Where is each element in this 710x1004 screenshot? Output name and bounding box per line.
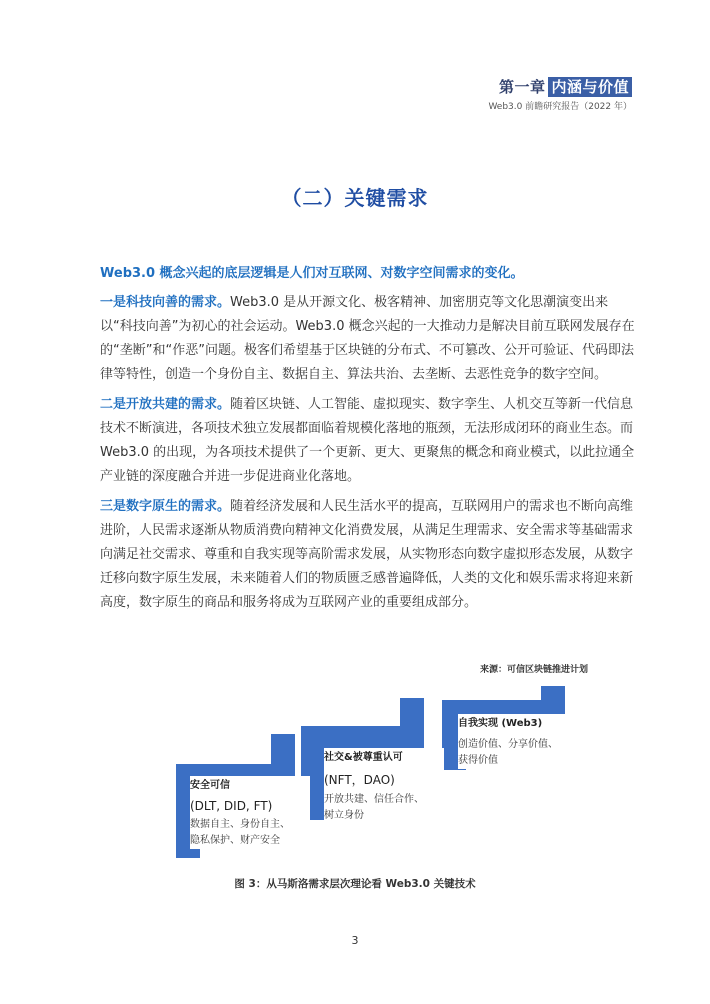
step-1-title: 安全可信 <box>190 780 230 791</box>
section-title: （二）关键需求 <box>281 186 429 210</box>
chapter-highlight: 内涵与价值 <box>548 77 632 97</box>
step-3-desc-line-2: 获得价值 <box>458 755 498 766</box>
step-1-desc-line-1: 数据自主、身份自主、 <box>190 819 290 830</box>
step-2-tech: (NFT，DAO) <box>324 773 395 787</box>
paragraph-2-heading: 二是开放共建的需求。 <box>100 397 231 412</box>
page-number: 3 <box>351 934 359 947</box>
step-3-box <box>458 714 588 769</box>
paragraph-2-text: 随着区块链、人工智能、虚拟现实、数字孪生、人机交互等新一代信息技术不断演进，各项技术独立发展都面临着规模化落地的瓶颈，无法形成闭环的商业生态。而Web3.0 的出现，为各项技术提供了一个更新、更大、更聚焦的概念和商业模式，以此拉通全产业链的深度融合并进一步促进商业化落地。 <box>100 397 635 484</box>
step-2-title: 社交&被尊重认可 <box>324 752 403 763</box>
step-2-box <box>324 748 444 824</box>
step-1-desc <box>190 817 310 849</box>
lead-sentence: Web3.0 概念兴起的底层逻辑是人们对互联网、对数字空间需求的变化。 <box>100 266 524 281</box>
report-subtitle: Web3.0 前瞻研究报告（2022 年） <box>488 102 632 112</box>
paragraph-3-heading: 三是数字原生的需求。 <box>100 499 231 514</box>
figure-caption: 图 3：从马斯洛需求层次理论看 Web3.0 关键技术 <box>234 878 476 890</box>
step-3-desc <box>458 737 588 769</box>
figure-source: 来源：可信区块链推进计划 <box>479 665 588 675</box>
paragraph-3-text: 随着经济发展和人民生活水平的提高，互联网用户的需求也不断向高维进阶，人民需求逐渐从物质消费向精神文化消费发展，从满足生理需求、安全需求等基础需求向满足社交需求、尊重和自我实现等高阶需求发展，从实物形态向数字虚拟形态发展，从数字迁移向数字原生发展，未来随着人们的物质匮乏感普遍降低，人类的文化和娱乐需求将迎来新高度，数字原生的商品和服务将成为互联网产业的重要组成部分。 <box>100 499 634 610</box>
step-3-title: 自我实现 (Web3) <box>458 718 543 729</box>
step-2-desc <box>324 792 444 824</box>
step-1-desc-line-2: 隐私保护、财产安全 <box>190 835 280 846</box>
step-2-desc-line-1: 开放共建、信任合作、 <box>324 794 424 805</box>
step-3-desc-line-1: 创造价值、分享价值、 <box>458 739 558 750</box>
paragraph-1-text: Web3.0 是从开源文化、极客精神、加密朋克等文化思潮演变出来以“科技向善”为初心的社会运动。Web3.0 概念兴起的一大推动力是解决目前互联网发展存在的“垄断”和“作恶”问题。极客们希望基于区块链的分布式、不可篡改、公开可验证、代码即法律等特性，创造一个身份自主、数据自主、算法共治、去垄断、去恶性竞争的数字空间。 <box>100 295 635 382</box>
step-1-tech: (DLT, DID, FT) <box>190 799 273 813</box>
step-1-box <box>190 776 310 849</box>
step-2-desc-line-2: 树立身份 <box>324 810 364 821</box>
paragraph-1-heading: 一是科技向善的需求。 <box>100 295 231 310</box>
chapter-label: 第一章 <box>498 78 546 96</box>
